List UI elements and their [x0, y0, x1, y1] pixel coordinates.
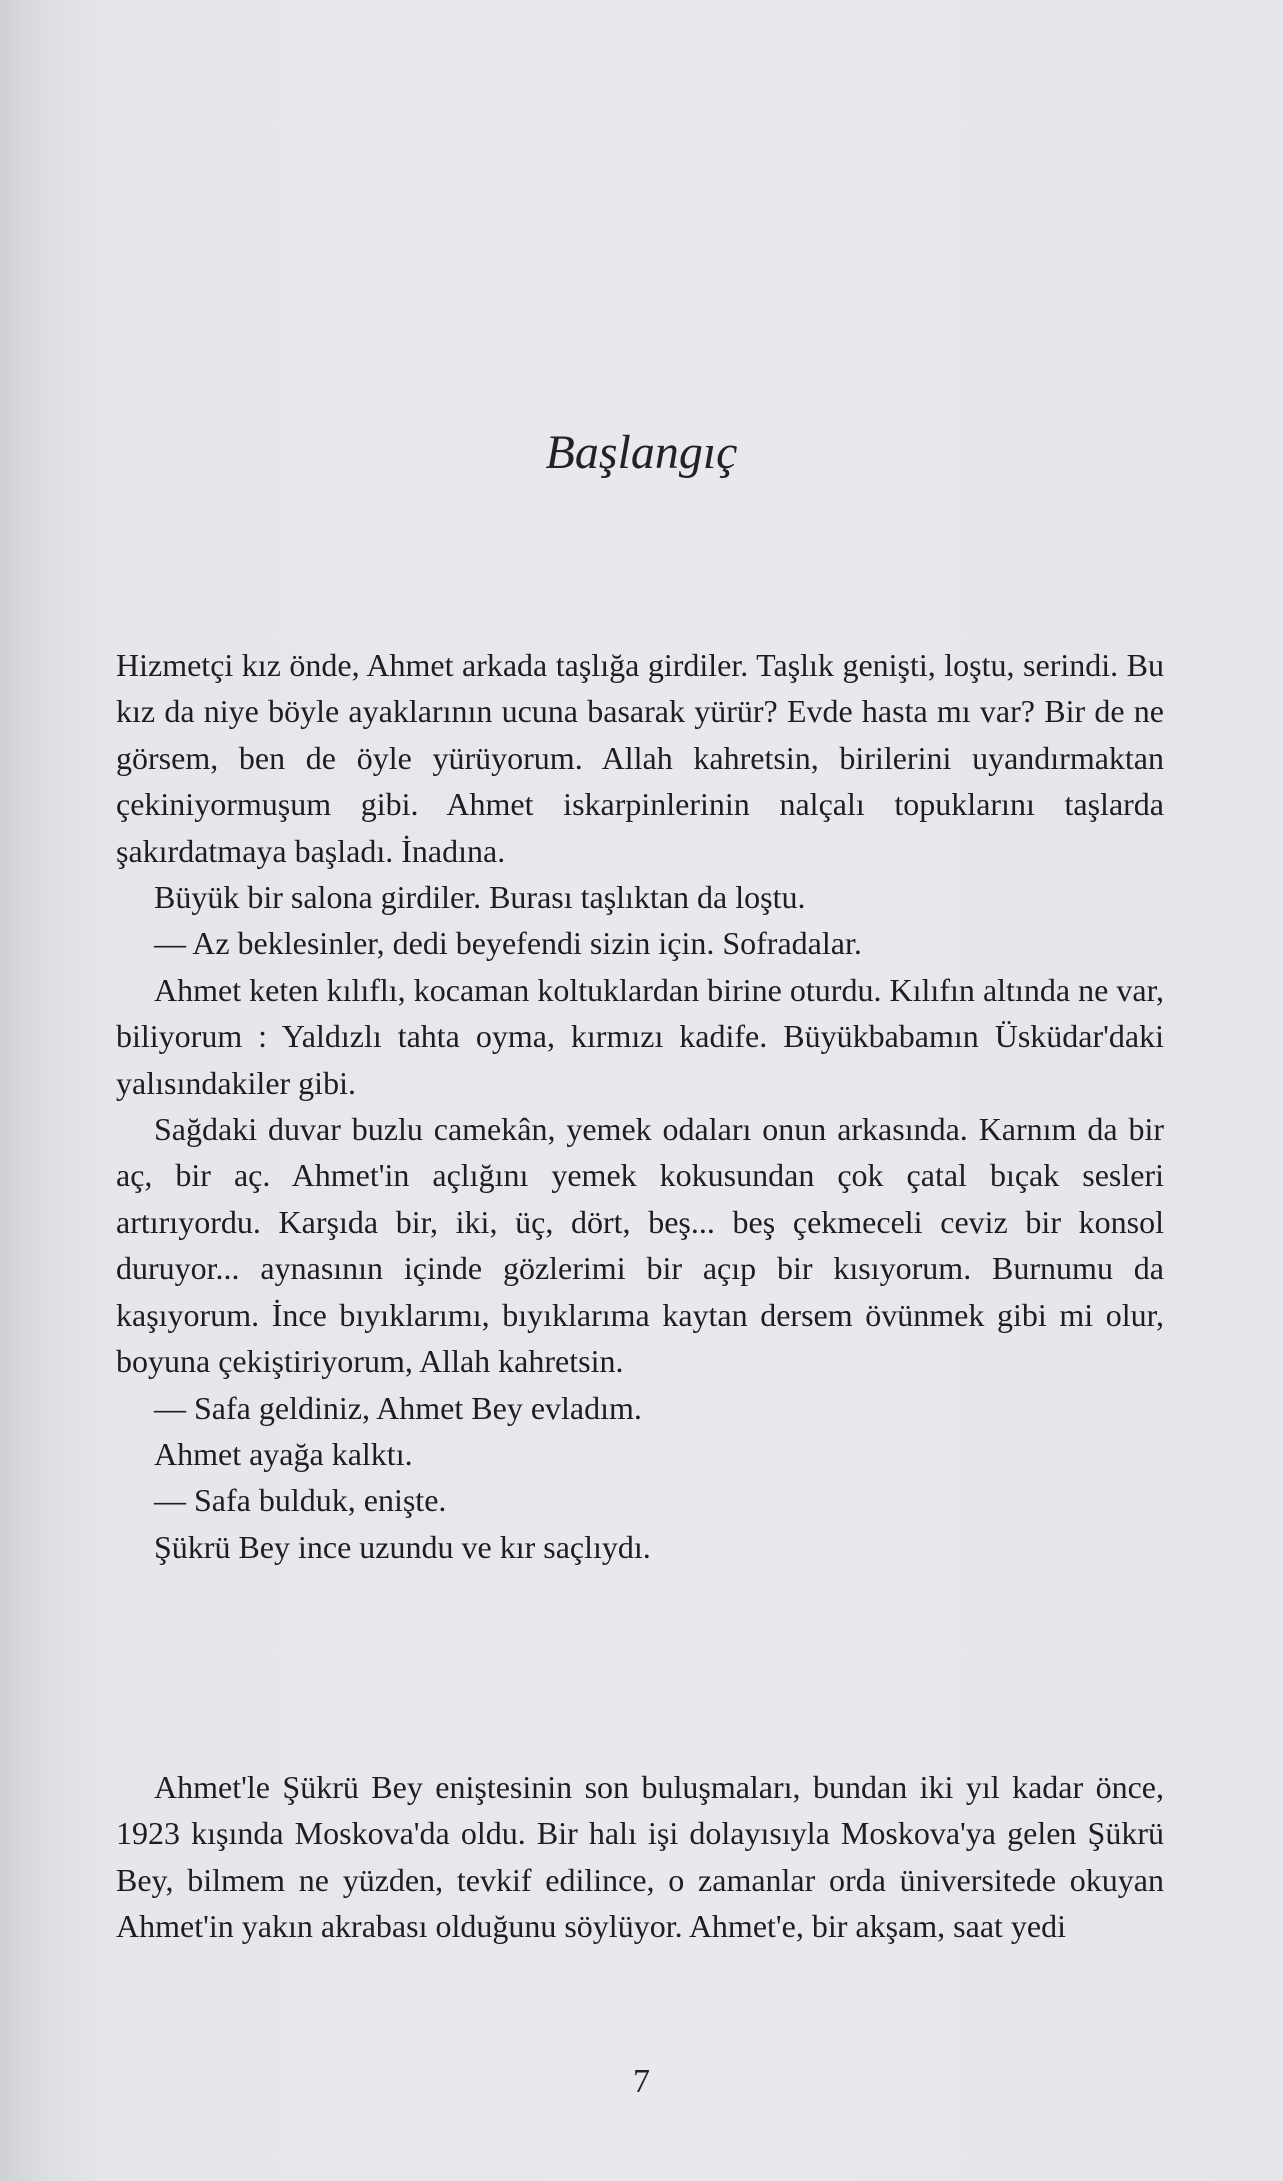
text-section-1: [116, 642, 1164, 1570]
paragraph: Hizmetçi kız önde, Ahmet arkada taşlığa girdiler. Taşlık genişti, loştu, serindi. Bu kız da niye böyle ayaklarının ucuna basarak yürür? Evde hasta mı var? Bir de ne görsem, ben de öyle yürüyorum. Allah kahretsin, birilerini uyandırmaktan çekiniyormuşum gibi. Ahmet iskarpinlerinin nalçalı topuklarını taşlarda şakırdatmaya başladı. İnadına.: [116, 647, 1164, 869]
dialogue-line: — Safa geldiniz, Ahmet Bey evladım.: [154, 1389, 642, 1426]
paragraph: Ahmet keten kılıflı, kocaman koltuklardan birine oturdu. Kılıfın altında ne var, biliyorum : Yaldızlı tahta oyma, kırmızı kadife. Büyükbabamın Üsküdar'daki yalısındakiler gibi.: [116, 971, 1164, 1101]
paragraph: Şükrü Bey ince uzundu ve kır saçlıydı.: [154, 1528, 651, 1565]
paragraph: Büyük bir salona girdiler. Burası taşlıktan da loştu.: [154, 879, 806, 916]
paragraph: Ahmet ayağa kalktı.: [154, 1435, 413, 1472]
text-section-2: [116, 1764, 1164, 1950]
paragraph: Sağdaki duvar buzlu camekân, yemek odaları onun arkasında. Karnım da bir aç, bir aç. Ahmet'in açlığını yemek kokusundan çok çatal bıçak sesleri artırıyordu. Karşıda bir, iki, üç, dört, beş... beş çekmeceli ceviz bir konsol duruyor... aynasının içinde gözlerimi bir açıp bir kısıyorum. Burnumu da kaşıyorum. İnce bıyıklarımı, bıyıklarıma kaytan dersem övünmek gibi mi olur, boyuna çekiştiriyorum, Allah kahretsin.: [116, 1111, 1164, 1380]
dialogue-line: — Az beklesinler, dedi beyefendi sizin için. Sofradalar.: [154, 925, 862, 962]
chapter-title: Başlangıç: [545, 426, 738, 479]
dialogue-line: — Safa bulduk, enişte.: [154, 1482, 447, 1519]
page-number: 7: [633, 2063, 650, 2100]
paragraph: Ahmet'le Şükrü Bey eniştesinin son buluşmaları, bundan iki yıl kadar önce, 1923 kışında Moskova'da oldu. Bir halı işi dolayısıyla Moskova'ya gelen Şükrü Bey, bilmem ne yüzden, tevkif edilince, o zamanlar orda üniversitede okuyan Ahmet'in yakın akrabası olduğunu söylüyor. Ahmet'e, bir akşam, saat yedi: [116, 1769, 1164, 1945]
